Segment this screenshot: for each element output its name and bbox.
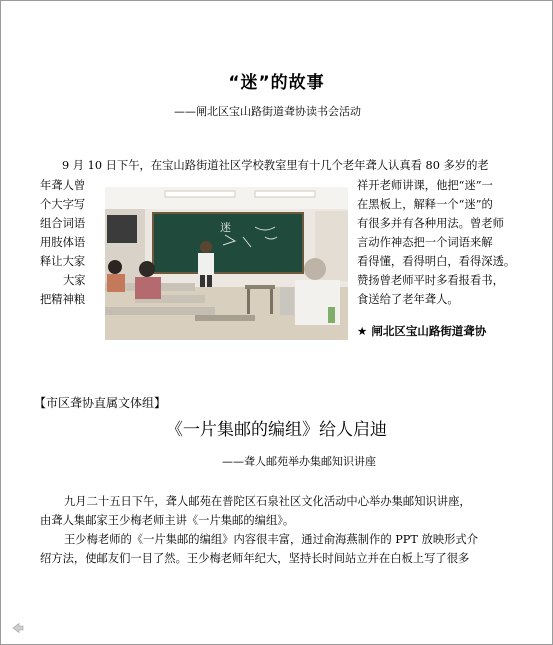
left-column-line: 个大字写	[40, 198, 86, 211]
right-column-line: 赞扬曾老师平时多看报看书，	[357, 274, 504, 287]
right-column-line: 祥开老师讲课，他把“迷”一	[357, 179, 493, 192]
body-line: 王少梅老师的《一片集邮的编组》内容很丰富，通过俞海燕制作的 PPT 放映形式介	[64, 533, 479, 546]
left-column-line: 把精神粮	[40, 293, 86, 306]
right-column-line: 在黑板上，解释一个“迷”的	[357, 198, 493, 211]
classroom-photo-illustration	[105, 187, 348, 340]
right-column-line: 看得懂，看得明白，看得深透。	[357, 255, 516, 268]
body-line: 九月二十五日下午，聋人邮苑在普陀区石泉社区文化活动中心举办集邮知识讲座，	[64, 495, 471, 508]
article-title: “迷”的故事	[228, 73, 325, 93]
left-column-line: 组合词语	[40, 217, 86, 230]
right-column-line: 言动作神态把一个词语来解	[357, 236, 493, 249]
right-column-line: 有很多并有各种用法。曾老师	[357, 217, 504, 230]
paragraph-first-line: 9 月 10 日下午，在宝山路街道社区学校教室里有十几个老年聋人认真看 80 多岁的老	[62, 159, 489, 172]
left-column-line: 释让大家	[40, 255, 86, 268]
blackboard-character: 迷	[220, 221, 231, 234]
left-column-line: 年聋人曾	[40, 179, 86, 192]
article-subtitle-2: ——聋人邮苑举办集邮知识讲座	[222, 455, 376, 468]
article-subtitle: ——闸北区宝山路街道聋协读书会活动	[174, 105, 361, 118]
left-column-line: 用肢体语	[40, 236, 86, 249]
right-column-line: 食送给了老年聋人。	[357, 293, 459, 306]
body-line: 由聋人集邮家王少梅老师主讲《一片集邮的编组》。	[40, 514, 295, 527]
body-line: 绍方法，使邮友们一目了然。王少梅老师年纪大，坚持长时间站立并在白板上写了很多	[40, 552, 470, 565]
section-tag: 【市区聋协直属文体组】	[34, 396, 167, 410]
classroom-photo	[105, 187, 348, 340]
left-column-line: 大家	[63, 274, 86, 287]
author-credit: ★ 闸北区宝山路街道聋协	[357, 324, 487, 338]
back-arrow-icon[interactable]	[12, 622, 24, 634]
article-title-2: 《一片集邮的编组》给人启迪	[166, 420, 387, 440]
